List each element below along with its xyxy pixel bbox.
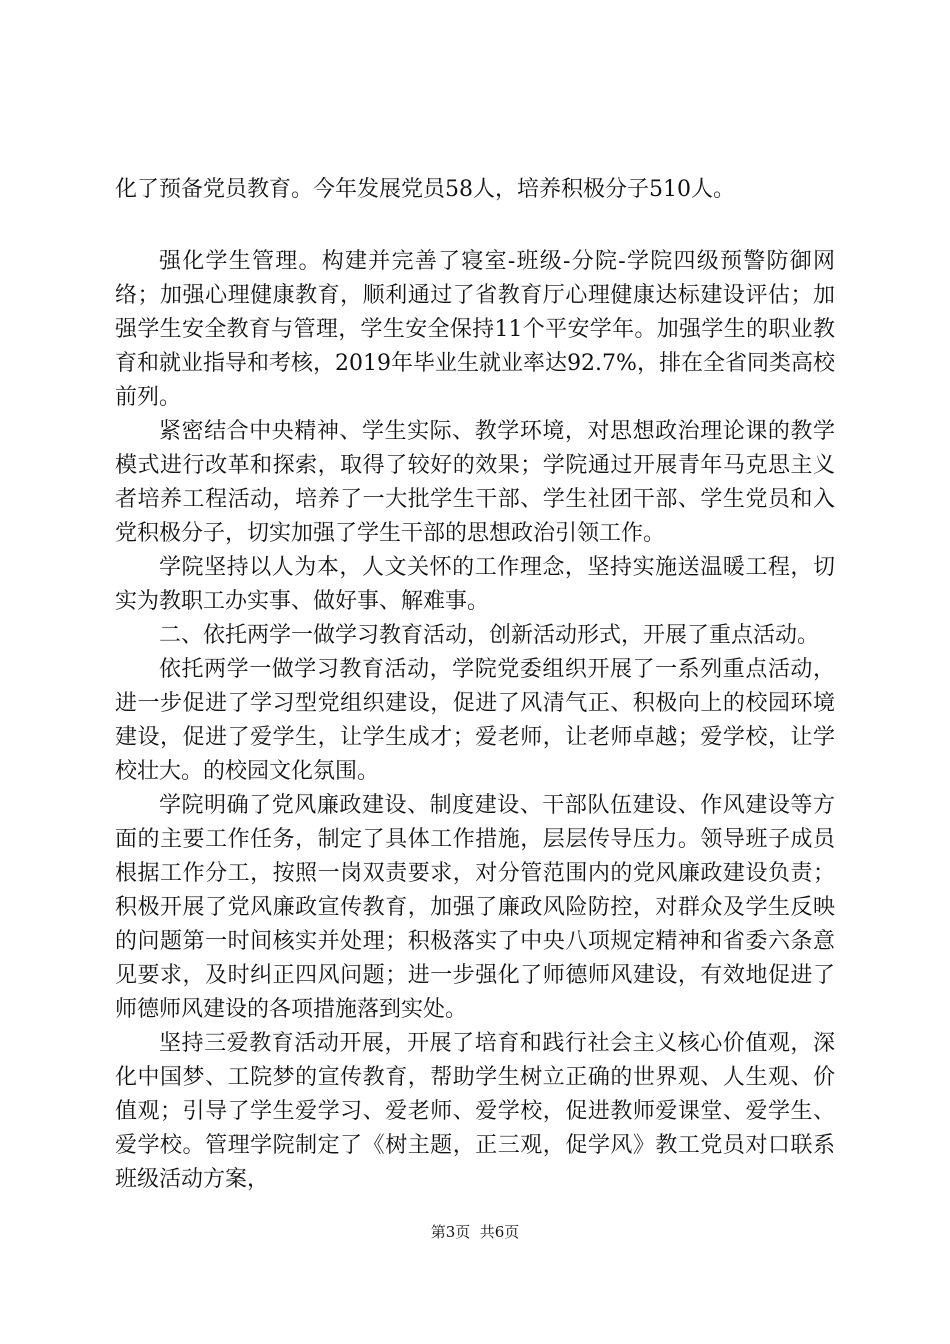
document-body	[115, 173, 835, 1197]
paragraph-continuation: 化了预备党员教育。今年发展党员58人，培养积极分子510人。	[115, 177, 735, 202]
page-footer: 第3页 共6页	[430, 1223, 520, 1241]
paragraph-three-loves: 坚持三爱教育活动开展，开展了培育和践行社会主义核心价值观，深化中国梦、工院梦的宣传教育，帮助学生树立正确的世界观、人生观、价值观；引导了学生爱学习、爱老师、爱学校，促进教师爱课堂、爱学生、爱学校。管理学院制定了《树主题，正三观，促学风》教工党员对口联系班级活动方案，	[115, 1031, 835, 1192]
paragraph-student-management: 强化学生管理。构建并完善了寝室-班级-分院-学院四级预警防御网络；加强心理健康教育，顺利通过了省教育厅心理健康达标建设评估；加强学生安全教育与管理，学生安全保持11个平安学年。加强学生的职业教育和就业指导和考核，2019年毕业生就业率达92.7%，排在全省同类高校前列。	[115, 249, 835, 410]
paragraph-key-activities: 依托两学一做学习教育活动，学院党委组织开展了一系列重点活动，进一步促进了学习型党组织建设，促进了风清气正、积极向上的校园环境建设，促进了爱学生，让学生成才；爱老师，让老师卓越；爱学校，让学校壮大。的校园文化氛围。	[115, 657, 835, 784]
paragraph-ideological-teaching: 紧密结合中央精神、学生实际、教学环境，对思想政治理论课的教学模式进行改革和探索，取得了较好的效果；学院通过开展青年马克思主义者培养工程活动，培养了一大批学生干部、学生社团干部、学生党员和入党积极分子，切实加强了学生干部的思想政治引领工作。	[115, 419, 835, 546]
paragraph-integrity-building: 学院明确了党风廉政建设、制度建设、干部队伍建设、作风建设等方面的主要工作任务，制定了具体工作措施，层层传导压力。领导班子成员根据工作分工，按照一岗双责要求，对分管范围内的党风廉政建设负责；积极开展了党风廉政宣传教育，加强了廉政风险防控，对群众及学生反映的问题第一时间核实并处理；积极落实了中央八项规定精神和省委六条意见要求，及时纠正四风问题；进一步强化了师德师风建设，有效地促进了师德师风建设的各项措施落到实处。	[115, 793, 835, 1022]
paragraph-staff-care: 学院坚持以人为本，人文关怀的工作理念，坚持实施送温暖工程，切实为教职工办实事、做好事、解难事。	[115, 555, 835, 614]
section-heading-two: 二、依托两学一做学习教育活动，创新活动形式，开展了重点活动。	[159, 623, 820, 648]
